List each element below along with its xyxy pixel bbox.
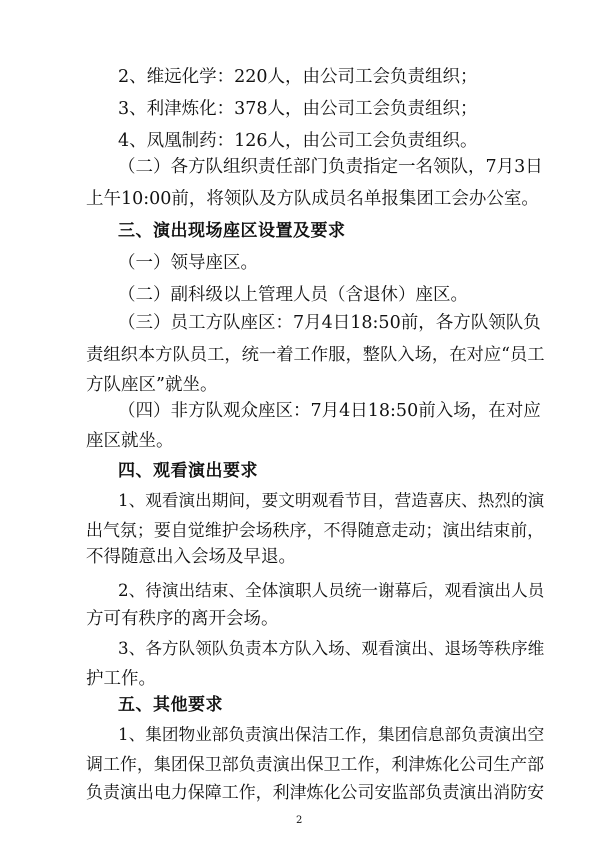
- paragraph-line: 不得随意出入会场及早退。: [86, 547, 296, 567]
- list-item: 3、各方队领队负责本方队入场、观看演出、退场等秩序维: [118, 639, 545, 658]
- paragraph-line: 负责演出电力保障工作，利津炼化公司安监部负责演出消防安: [86, 783, 545, 803]
- paragraph-line: 上午10:00前，将领队及方队成员名单报集团工会办公室。: [86, 189, 539, 209]
- paragraph-line: 护工作。: [86, 669, 156, 689]
- list-item-2: 2、维远化学：220人，由公司工会负责组织；: [118, 67, 478, 87]
- list-item-4: 4、凤凰制药：126人，由公司工会负责组织。: [118, 131, 478, 151]
- section-heading-4: 四、观看演出要求: [118, 461, 258, 481]
- paragraph-line: 座区就坐。: [86, 431, 174, 451]
- section-heading-5: 五、其他要求: [118, 695, 223, 715]
- subsection-item: （二）副科级以上管理人员（含退休）座区。: [118, 285, 468, 305]
- page-number: 2: [296, 815, 303, 826]
- subsection-item: （四）非方队观众座区：7月4日18:50前入场，在对应: [118, 401, 541, 421]
- list-item: 2、待演出结束、全体演职人员统一谢幕后，观看演出人员: [118, 581, 545, 600]
- paragraph-line: 方队座区”就坐。: [86, 375, 218, 395]
- list-item-3: 3、利津炼化：378人，由公司工会负责组织；: [118, 99, 478, 119]
- list-item: 1、集团物业部负责演出保洁工作，集团信息部负责演出空: [118, 725, 545, 744]
- section-heading-3: 三、演出现场座区设置及要求: [118, 221, 346, 241]
- paragraph-line: 出气氛；要自觉维护会场秩序，不得随意走动；演出结束前，: [86, 521, 545, 541]
- paragraph-line: 调工作，集团保卫部负责演出保卫工作，利津炼化公司生产部: [86, 755, 545, 775]
- subsection-item: （三）员工方队座区：7月4日18:50前，各方队领队负: [118, 313, 541, 333]
- list-item: 1、观看演出期间，要文明观看节目，营造喜庆、热烈的演: [118, 491, 545, 510]
- paragraph-line: 方可有秩序的离开会场。: [86, 609, 279, 629]
- paragraph-line: （二）各方队组织责任部门负责指定一名领队，7月3日: [118, 157, 543, 177]
- paragraph-line: 责组织本方队员工，统一着工作服，整队入场，在对应“员工: [86, 345, 545, 365]
- subsection-item: （一）领导座区。: [118, 253, 258, 273]
